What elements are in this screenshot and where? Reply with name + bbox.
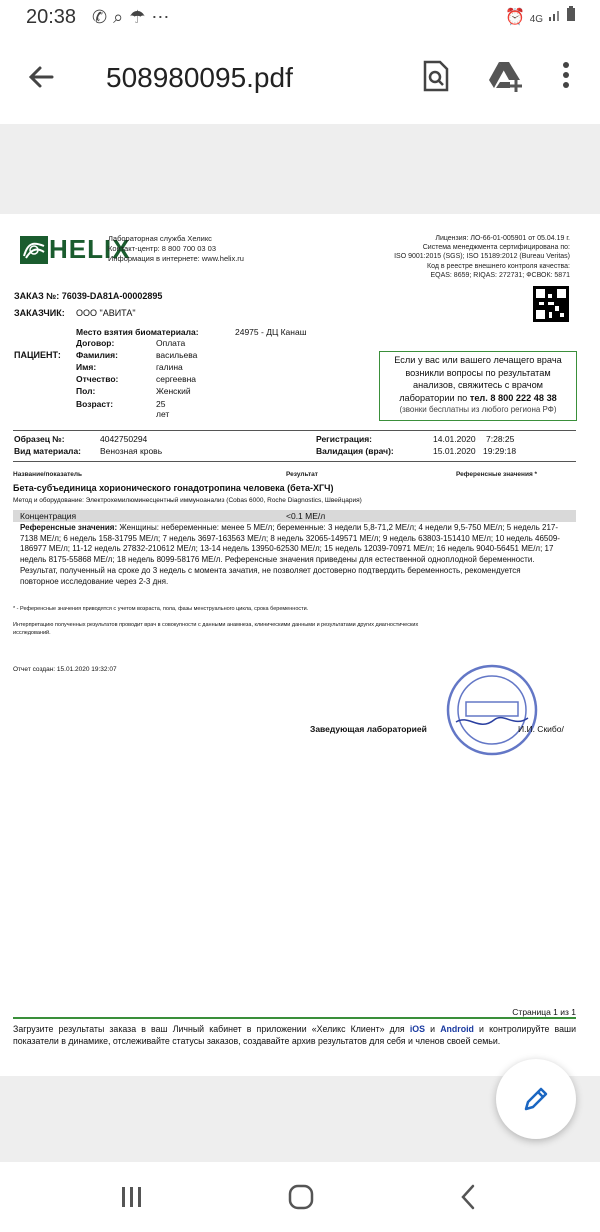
customer-label: ЗАКАЗЧИК: xyxy=(14,308,65,318)
field-label: Пол: xyxy=(76,386,96,396)
back-nav-icon[interactable] xyxy=(460,1184,476,1210)
green-divider xyxy=(13,1017,576,1019)
sample-label-text: Образец №: xyxy=(14,434,65,444)
signal-icon xyxy=(548,8,562,22)
status-system-icons xyxy=(505,6,576,27)
column-header-result: Результат xyxy=(286,471,318,478)
registration-time: 7:28:25 xyxy=(486,434,515,444)
contact-info-box xyxy=(379,351,577,421)
field-value: васильева xyxy=(156,350,198,360)
add-to-drive-icon[interactable] xyxy=(488,60,524,92)
search-document-icon[interactable] xyxy=(422,60,450,92)
validation-time: 19:29:18 xyxy=(483,446,517,456)
field-label: Договор: xyxy=(76,338,115,348)
reference-text: Женщины: небеременные: менее 5 МЕ/л; беременные: 3 недели 5,8-71,2 МЕ/л; 4 недели 9,5-750 МЕ/л; 5 недель 217-7138 МЕ/л; 6 недель 158-31795 МЕ/л; 7 недель 3697-163563 МЕ/л; 8 недель 32065-149571 МЕ/л; 9 недель 63803-151410 МЕ/л; 10 недель 46509-186977 МЕ/л; 11-12 недель 27832-210612 МЕ/л; 13-14 недель 13950-62530 МЕ/л; 15 недель 12039-70971 МЕ/л; 16 недель 9040-56451 МЕ/л; 17 недель 8175-55868 МЕ/л; 18 недель 8099-58176 МЕ/л. Референсные значения приведены для естественной одноплодной беременности. Результат, полученный на сроке до 3 недель с момента зачатия, не позволяет достоверно подтвердить беременность, рекомендуется повторное исследование через 2-3 дня. xyxy=(20,523,560,586)
ios-link[interactable]: iOS xyxy=(409,1024,425,1034)
field-value: сергеевна xyxy=(156,374,197,384)
registration-date: 14.01.2020 xyxy=(433,434,476,444)
status-time: 20:38 xyxy=(26,6,77,28)
alarm-icon: ⏰ xyxy=(505,9,526,26)
sample-label xyxy=(14,434,65,444)
biomaterial-value: 24975 - ДЦ Канаш xyxy=(235,327,307,337)
network-label: 4G xyxy=(529,14,544,25)
order-number: ЗАКАЗ №: 76039-DA81A-00002895 xyxy=(14,291,163,301)
material-label-text: Вид материала: xyxy=(14,446,82,456)
status-bar xyxy=(0,0,600,36)
field-label: Отчество: xyxy=(76,374,119,384)
info-line: Если у вас или вашего лечащего врача xyxy=(394,355,562,365)
field-label: Возраст: xyxy=(76,399,114,409)
signature-label: Заведующая лабораторией xyxy=(310,724,427,734)
field-label: Имя: xyxy=(76,362,97,372)
customer-value: ООО "АВИТА" xyxy=(76,308,136,318)
lab-info xyxy=(108,234,244,264)
result-parameter: Концентрация xyxy=(20,511,77,521)
promo-text: и xyxy=(424,1024,441,1034)
more-options-icon[interactable] xyxy=(562,60,570,90)
validation-label xyxy=(316,446,394,456)
system-nav-bar xyxy=(0,1162,600,1232)
lab-stamp-icon xyxy=(444,662,540,758)
column-header-name: Название/показатель xyxy=(13,471,83,478)
field-value: Женский xyxy=(156,386,191,396)
search-notification-icon: ⌕ xyxy=(113,7,130,27)
reference-values xyxy=(20,523,560,587)
registration-label-text: Регистрация: xyxy=(316,434,373,444)
recent-apps-icon[interactable] xyxy=(120,1186,144,1208)
divider xyxy=(13,461,576,462)
license-line: Лицензия: ЛО-66-01-005901 от 05.04.19 г. xyxy=(435,235,570,242)
test-title: Бета-субъединица хорионического гонадотропина человека (бета-ХГЧ) xyxy=(13,483,334,493)
android-link[interactable]: Android xyxy=(440,1024,474,1034)
footnote: * - Референсные значения приводятся с учетом возраста, пола, фазы менструального цикла, срока беременности. xyxy=(13,606,309,612)
validation-label-text: Валидация (врач): xyxy=(316,446,394,456)
test-method: Метод и оборудование: Электрохемилюминесцентный иммуноанализ (Cobas 6000, Roche Diagnostics, Швейцария) xyxy=(13,497,362,504)
app-promo xyxy=(13,1023,576,1047)
license-line: Код в реестре внешнего контроля качества: xyxy=(427,262,570,270)
info-line: анализов, свяжитесь с врачом xyxy=(412,380,544,390)
promo-text: и контролируйте ваши показатели в динамике, отслеживайте статусы заказов, создавайте архив результатов для себя и членов своей семьи. xyxy=(13,1024,576,1046)
registration-label xyxy=(316,434,372,444)
helix-logo-icon xyxy=(20,236,48,264)
pencil-icon xyxy=(520,1083,552,1115)
divider xyxy=(13,430,576,431)
status-notification-icons xyxy=(92,7,175,28)
info-line: возникли вопросы по результатам xyxy=(405,367,551,378)
more-notifications-icon: ⋯ xyxy=(151,7,176,27)
validation-date: 15.01.2020 xyxy=(433,446,476,456)
field-value: галина xyxy=(156,362,183,372)
field-value: 25 лет xyxy=(156,399,170,419)
material-label xyxy=(14,446,81,456)
patient-label: ПАЦИЕНТ: xyxy=(14,350,61,360)
pdf-page xyxy=(0,214,600,1076)
home-icon[interactable] xyxy=(288,1184,314,1210)
battery-icon xyxy=(566,6,576,22)
app-bar xyxy=(0,36,600,124)
back-arrow-icon[interactable] xyxy=(26,62,56,92)
license-info xyxy=(394,234,570,280)
reference-label: Референсные значения: xyxy=(20,523,118,532)
lab-contact: Контакт-центр: 8 800 700 03 03 xyxy=(108,244,217,253)
document-title: 508980095.pdf xyxy=(106,62,293,93)
sample-value: 4042750294 xyxy=(100,434,148,444)
qr-code-icon xyxy=(533,286,569,322)
info-line: лаборатории по xyxy=(399,392,470,403)
lab-name: Лабораторная служба Хеликс xyxy=(108,234,212,243)
field-value: Оплата xyxy=(156,338,186,348)
info-line: (звонки бесплатны из любого региона РФ) xyxy=(399,405,557,414)
lab-phone[interactable]: тел. 8 800 222 48 38 xyxy=(469,392,557,403)
whatsapp-icon: ✆ xyxy=(92,7,114,27)
license-line: Система менеджмента сертифицирована по: xyxy=(422,244,570,252)
license-line: ISO 9001:2015 (SGS); ISO 15189:2012 (Bureau Veritas) xyxy=(394,253,570,261)
biomaterial-label: Место взятия биоматериала: xyxy=(76,327,199,337)
edit-fab-button[interactable] xyxy=(496,1059,576,1139)
license-line: EQAS: 8659; RIQAS: 272731; ФСВОК: 5871 xyxy=(430,271,570,279)
signature-name: И.И. Скибо/ xyxy=(518,724,564,734)
lab-website: Информация в интернете: www.helix.ru xyxy=(108,254,244,263)
umbrella-icon: ☂ xyxy=(129,7,152,27)
report-created: Отчет создан: 15.01.2020 19:32:07 xyxy=(13,666,117,673)
interpretation-note: Интерпретацию полученных результатов проводит врач в совокупности с данными анамнеза, клиническими данными и результатами других диагностических исследований. xyxy=(13,622,419,636)
page-number: Страница 1 из 1 xyxy=(512,1007,576,1017)
result-value: <0.1 МЕ/л xyxy=(286,511,326,521)
field-label: Фамилия: xyxy=(76,350,118,360)
helix-logo-text: HELIX xyxy=(49,234,131,264)
material-value: Венозная кровь xyxy=(100,446,163,456)
promo-text: Загрузите результаты заказа в ваш Личный кабинет в приложении «Хеликс Клиент» для xyxy=(13,1024,410,1034)
column-header-reference: Референсные значения * xyxy=(456,471,538,478)
